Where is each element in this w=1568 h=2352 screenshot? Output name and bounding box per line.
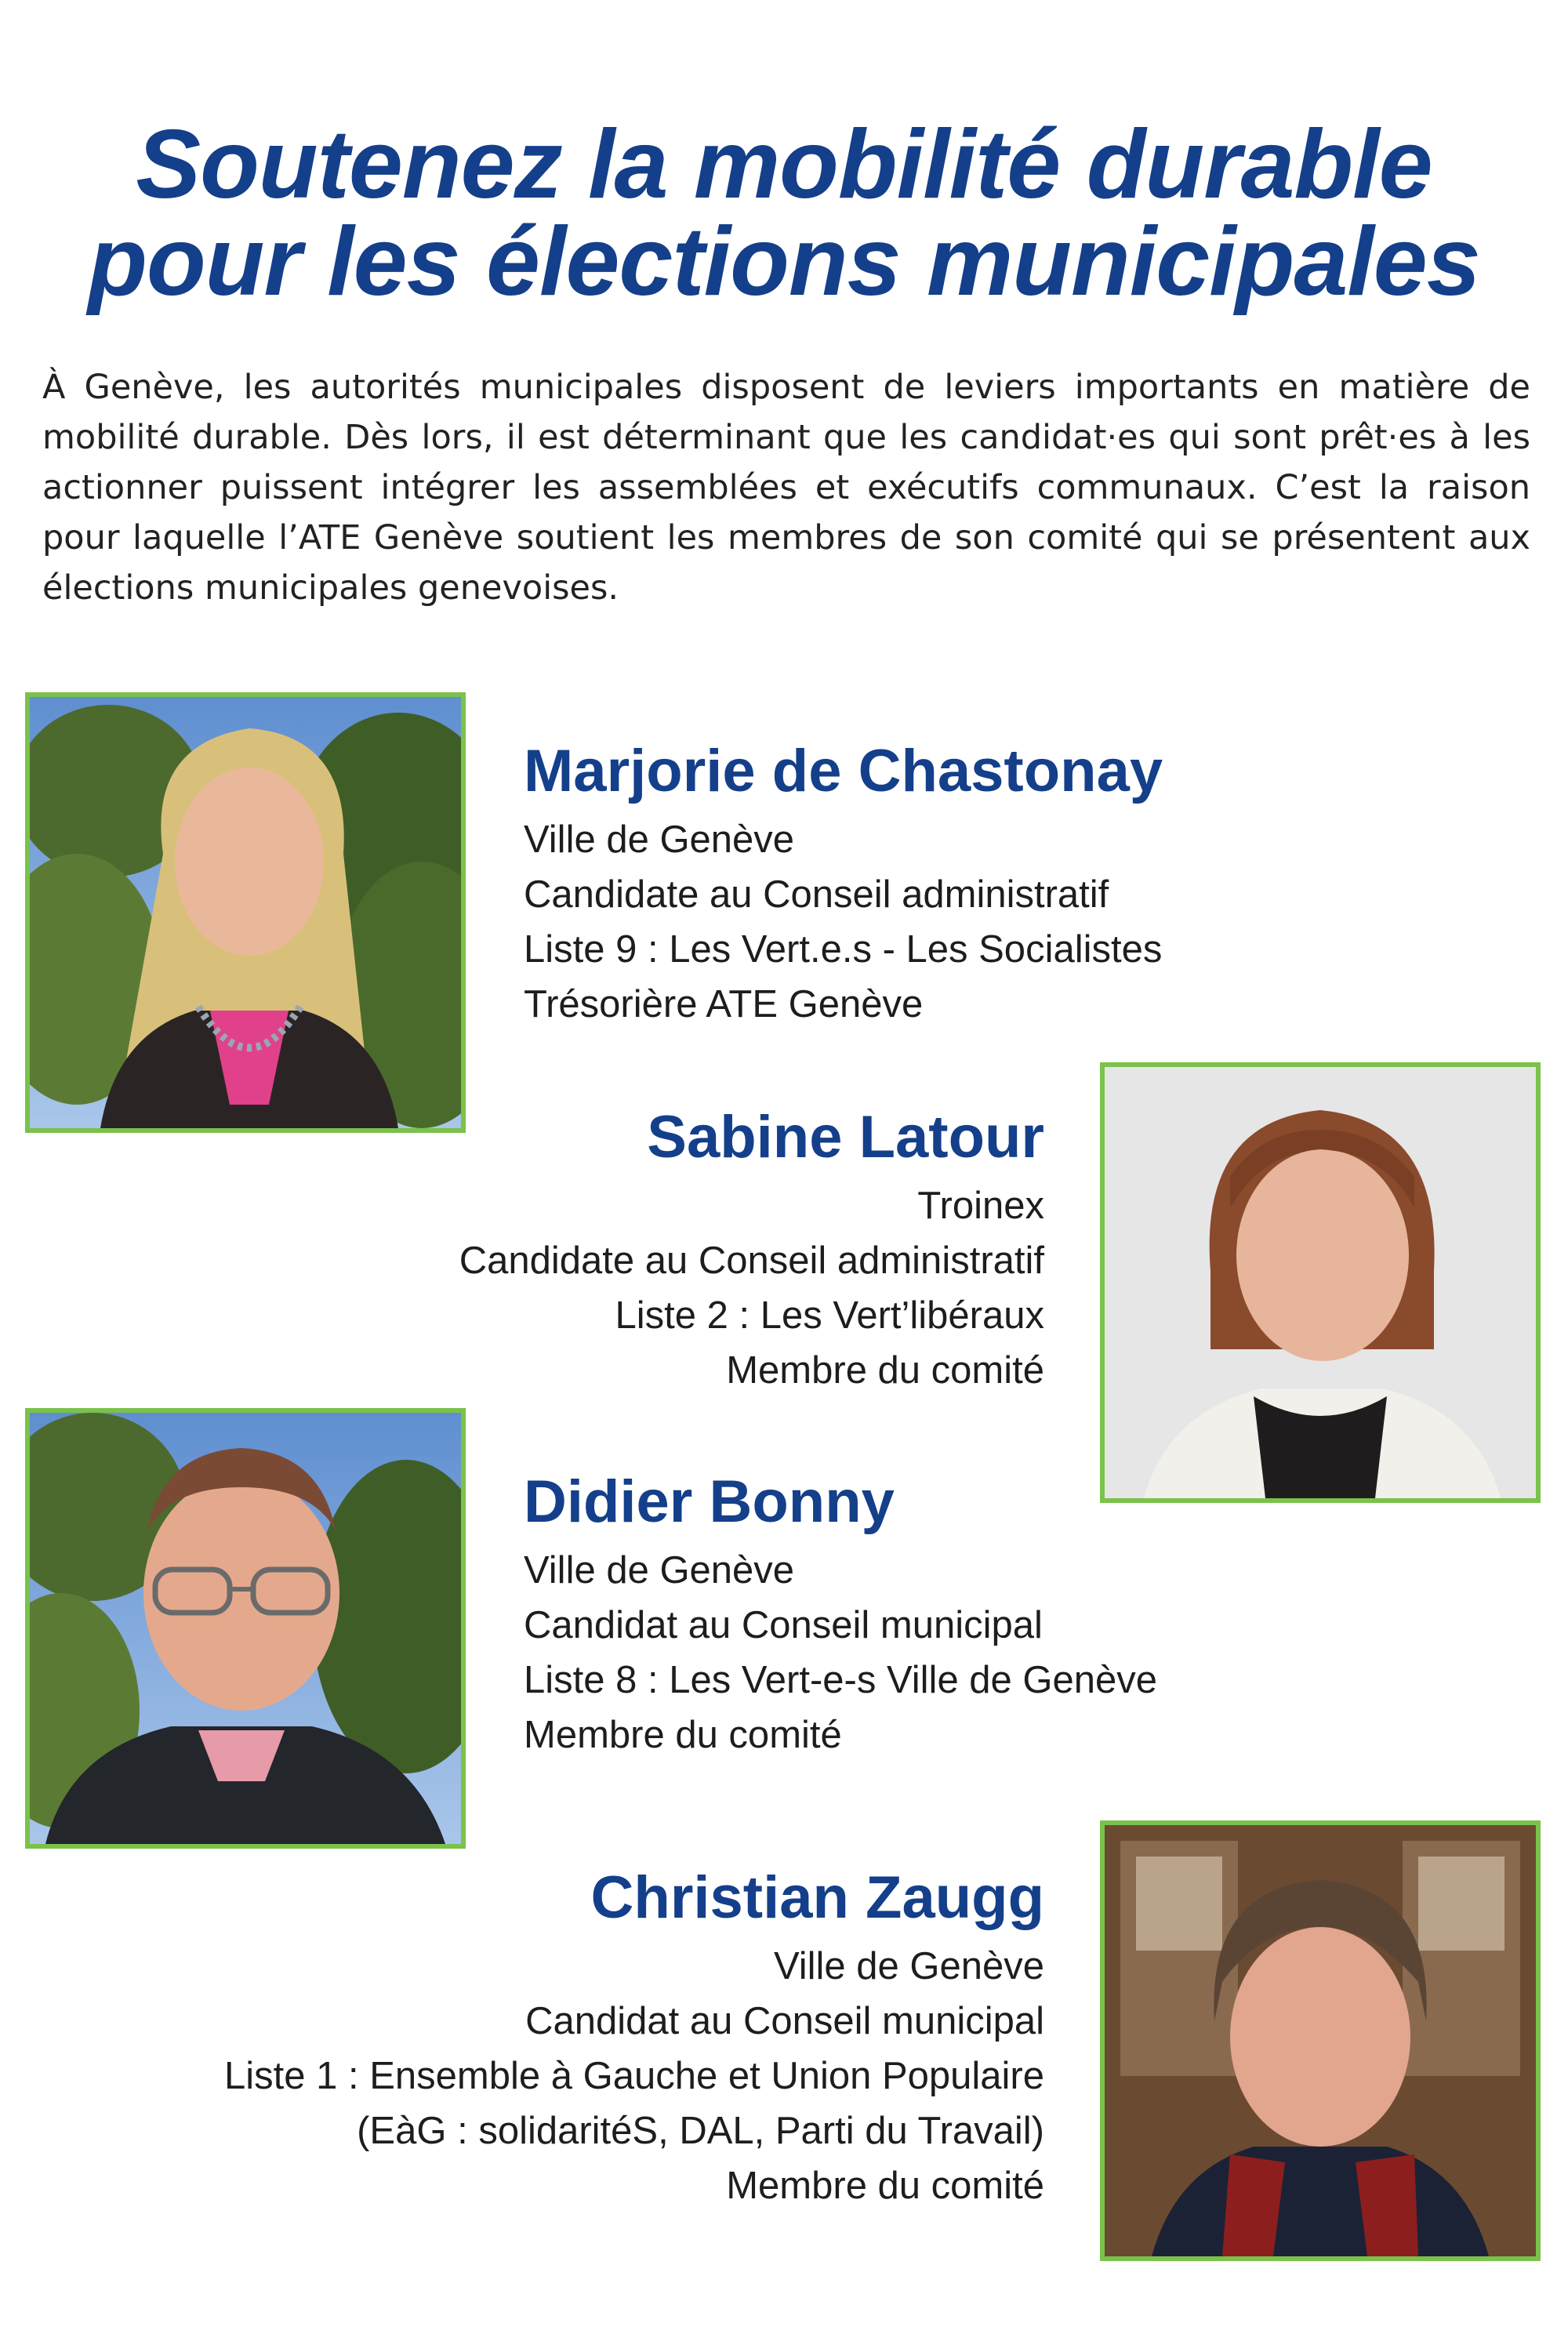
candidate-name: Marjorie de Chastonay [524,738,1163,804]
candidate-list: Liste 8 : Les Vert-e-s Ville de Genève [524,1659,1158,1701]
candidate-card-marjorie [524,735,1163,1032]
candidate-role: Candidate au Conseil administratif [459,1240,1044,1282]
candidate-photo-marjorie [25,692,466,1133]
page-title-line-1: Soutenez la mobilité durable [136,111,1432,219]
candidate-commune: Ville de Genève [773,1945,1044,1987]
candidate-card-sabine [459,1102,1044,1398]
candidate-card-christian [224,1862,1044,2213]
candidate-role: Candidat au Conseil municipal [525,2000,1044,2042]
candidate-ate-role: Membre du comité [524,1714,842,1756]
candidate-ate-role: Trésorière ATE Genève [524,983,924,1025]
candidate-role: Candidate au Conseil administratif [524,873,1109,916]
candidate-name: Didier Bonny [524,1468,895,1535]
candidate-commune: Troinex [917,1185,1044,1227]
candidate-ate-role: Membre du comité [726,2165,1044,2207]
candidate-commune: Ville de Genève [524,1549,795,1592]
intro-paragraph: À Genève, les autorités municipales disposent de leviers importants en matière de mobilité durable. Dès lors, il est déterminant que les candidat·es qui sont prêt·es à les actionner puissent intégrer les assemblées et exécutifs communaux. C’est la raison pour laquelle l’ATE Genève soutient les membres de son comité qui se présentent aux élections municipales genevoises. [42,368,1530,608]
candidate-list: Liste 1 : Ensemble à Gauche et Union Populaire [224,2055,1044,2097]
candidate-photo-christian [1100,1820,1541,2261]
candidate-role: Candidat au Conseil municipal [524,1604,1043,1646]
candidate-list: Liste 9 : Les Vert.e.s - Les Socialistes [524,928,1163,971]
candidate-list-detail: (EàG : solidaritéS, DAL, Parti du Travail) [357,2110,1044,2152]
candidate-photo-didier [25,1408,466,1849]
page-title-line-2: pour les élections municipales [88,208,1480,316]
candidate-name: Sabine Latour [647,1104,1044,1171]
candidate-name: Christian Zaugg [590,1864,1044,1931]
candidate-card-didier [524,1466,1157,1762]
candidate-ate-role: Membre du comité [726,1349,1044,1392]
candidate-photo-sabine [1100,1062,1541,1503]
candidate-commune: Ville de Genève [524,818,795,861]
candidate-list: Liste 2 : Les Vert’libéraux [615,1294,1044,1337]
